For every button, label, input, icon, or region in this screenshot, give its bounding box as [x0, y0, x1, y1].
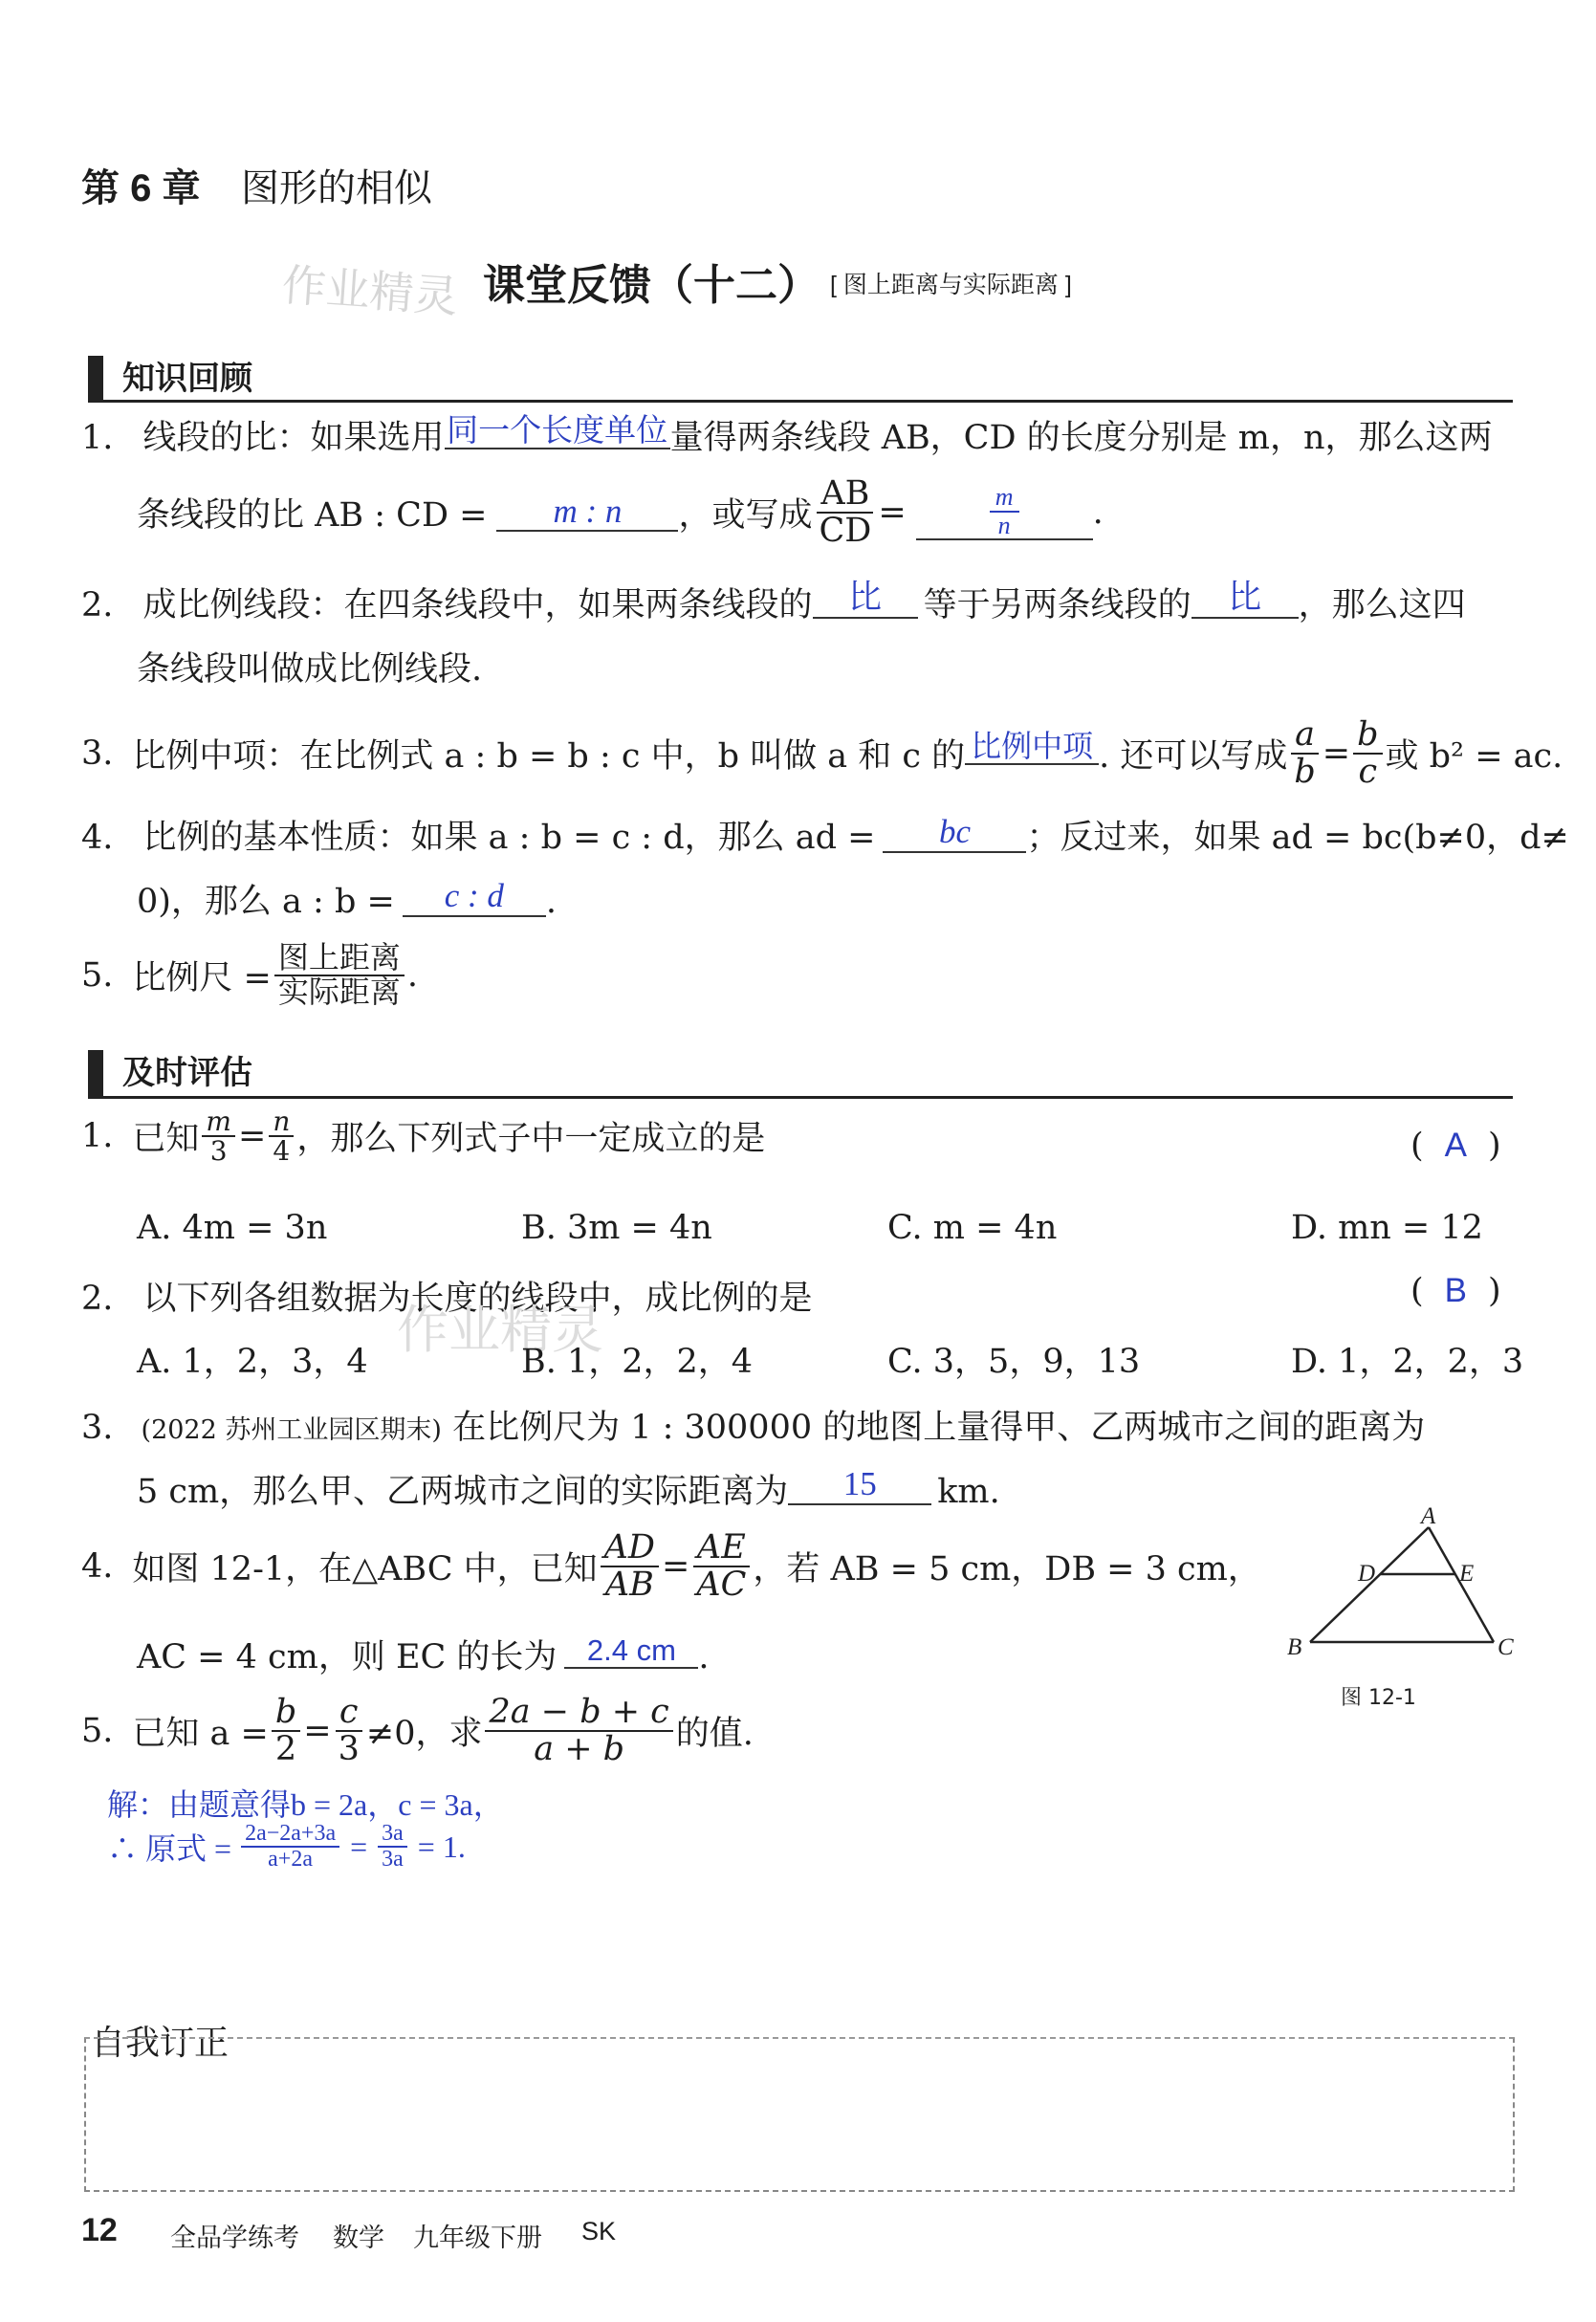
answer-blank: 2.4 cm [564, 1634, 698, 1669]
text: ，那么下列式子中一定成立的是 [296, 1120, 766, 1159]
question-number: 2. [81, 1280, 114, 1318]
question-number: 3. [81, 734, 114, 773]
text: 0)，那么 a : b = [137, 883, 395, 921]
answer-blank: m : n [496, 493, 678, 533]
fraction: $\frac{\text{图上距离}}{\text{实际距离}}$ [274, 942, 404, 1008]
text: ≠0，求 [365, 1714, 483, 1753]
answer-blank: 比 [1192, 580, 1299, 619]
footer-book: 全品学练考 [170, 2223, 299, 2252]
section-marker [88, 356, 103, 402]
answer-blank: 同一个长度单位 [445, 413, 670, 449]
watermark: 作业精灵 [397, 1302, 603, 1359]
text: 等于另两条线段的 [923, 586, 1192, 624]
text: 以下列各组数据为长度的线段中，成比例的是 [142, 1280, 813, 1318]
fraction: $\frac{c}{3}$ [335, 1695, 363, 1767]
fraction: $\frac{2a-2a+3a}{a+2a}$ [241, 1822, 339, 1872]
question-number: 1. [81, 419, 114, 457]
fraction: $\frac{m}{3}$ [202, 1107, 235, 1166]
knowledge-q4-line1 [81, 811, 1569, 859]
section-marker [88, 1050, 103, 1098]
text: AC = 4 cm，则 EC 的长为 [137, 1638, 558, 1676]
eval-q5: 5. 已知 a = $\frac{b}{2}$ = $\frac{c}{3}$ ≠0，求 $\frac{2a - b + c}{a + b}$ 的值. [81, 1693, 754, 1768]
section-divider [88, 400, 1513, 403]
text: 量得两条线段 AB，CD 的长度分别是 m，n，那么这两 [669, 419, 1493, 457]
watermark: 作业精灵 [280, 259, 460, 322]
solution-line2: ∴ 原式 = $\frac{2a-2a+3a}{a+2a}$ = $\frac{3a}{3a}$ = 1. [107, 1821, 466, 1873]
text: ，若 AB = 5 cm，DB = 3 cm， [753, 1549, 1261, 1588]
text: 如图 12-1，在△ABC 中，已知 [132, 1549, 598, 1588]
fraction: $\frac{AE}{AC}$ [692, 1530, 750, 1603]
section-divider [88, 1096, 1513, 1099]
text: 比例的基本性质：如果 a : b = c : d，那么 ad = [142, 819, 876, 857]
label-b: B [1287, 1634, 1302, 1660]
text: 5 cm，那么甲、乙两城市之间的实际距离为 [137, 1473, 789, 1511]
footer-subject: 数学 [333, 2223, 384, 2252]
label-d: D [1358, 1561, 1376, 1587]
answer-blank: 比例中项 [965, 730, 1099, 765]
fraction: $\frac{3a}{3a}$ [378, 1822, 407, 1872]
question-number: 3. [81, 1409, 114, 1447]
text: 比例中项：在比例式 a : b = b : c 中，b 叫做 a 和 c 的 [132, 736, 966, 776]
text: . [698, 1638, 710, 1676]
self-correct-box[interactable] [84, 2037, 1515, 2192]
text: = [878, 493, 907, 532]
text: ，那么这四 [1298, 586, 1466, 624]
section-heading-knowledge: 知识回顾 [122, 361, 252, 397]
lesson-title: 课堂反馈（十二） [483, 262, 820, 309]
triangle-figure [1281, 1506, 1520, 1712]
knowledge-q5 [81, 939, 419, 1010]
footer-edition: SK [581, 2217, 617, 2245]
fraction: $\frac{AD}{AB}$ [601, 1530, 659, 1603]
text: ；反过来，如果 ad = bc(b≠0，d≠ [1026, 819, 1569, 857]
text: . [406, 955, 419, 995]
option-a: A. 4m = 3n [137, 1209, 328, 1247]
knowledge-q4-line2 [137, 875, 557, 923]
text: ，或写成 [678, 495, 813, 535]
text: km. [937, 1473, 1000, 1511]
question-number: 5. [81, 1711, 114, 1750]
text: 比例尺 = [132, 958, 272, 997]
knowledge-q3: 3. 比例中项：在比例式 a : b = b : c 中，b 叫做 a 和 c 的 比例中项 . 还可以写成 $\frac{a}{b}$ = $\frac{b}{c}$ 或 b² = ac. [81, 715, 1563, 791]
knowledge-q2-line1 [81, 579, 1466, 626]
answer-blank: bc [883, 814, 1026, 853]
label-c: C [1498, 1634, 1514, 1660]
option-d: D. mn = 12 [1291, 1209, 1483, 1247]
option-a: A. 1，2，3，4 [137, 1343, 368, 1381]
eval-q4-line2 [137, 1631, 710, 1678]
eval-q3-line2 [137, 1465, 1000, 1513]
lesson-topic: [ 图上距离与实际距离 ] [830, 272, 1072, 298]
option-b: B. 3m = 4n [521, 1209, 712, 1247]
fraction: $\frac{AB}{CD}$ [815, 476, 875, 549]
source-tag: (2022 苏州工业园区期末) [141, 1415, 442, 1445]
question-number: 4. [81, 1546, 114, 1586]
text: . [545, 883, 557, 921]
eval-q1: 1. 已知 $\frac{m}{3}$ = $\frac{n}{4}$ ，那么下列式子中一定成立的是 [81, 1106, 766, 1168]
answer-blank: $\frac{m}{n}$ [916, 484, 1093, 540]
section-heading-evaluation: 及时评估 [122, 1055, 252, 1091]
text: 在比例尺为 1 : 300000 的地图上量得甲、乙两城市之间的距离为 [452, 1409, 1426, 1447]
answer-blank: 15 [788, 1466, 931, 1505]
text: 已知 a = [132, 1714, 269, 1753]
option-c: C. m = 4n [887, 1209, 1058, 1247]
footer-grade: 九年级下册 [413, 2223, 542, 2252]
question-number: 4. [81, 819, 114, 857]
fraction: $\frac{b}{c}$ [1353, 717, 1382, 790]
answer-paren: ( B ) [1410, 1272, 1501, 1310]
question-number: 2. [81, 586, 114, 624]
label-a: A [1421, 1506, 1436, 1529]
fraction: $\frac{n}{4}$ [269, 1107, 294, 1166]
chapter-title: 图形的相似 [241, 167, 432, 209]
knowledge-q1-line1 [81, 411, 1493, 459]
knowledge-q1-line2 [137, 476, 1104, 549]
label-e: E [1459, 1561, 1475, 1587]
text: 已知 [132, 1120, 200, 1159]
figure-caption: 图 12-1 [1341, 1686, 1416, 1710]
answer-blank: c : d [403, 878, 546, 917]
text: 的值. [675, 1714, 754, 1753]
chapter-label: 第 6 章 [81, 167, 201, 209]
text: . 还可以写成 [1099, 736, 1288, 776]
answer-blank: 比 [813, 580, 918, 619]
solution-line1: 解：由题意得b = 2a，c = 3a， [107, 1787, 504, 1822]
text: 或 b² = ac. [1385, 736, 1563, 776]
text: 线段的比：如果选用 [142, 419, 445, 457]
eval-q3-line1 [81, 1401, 1425, 1449]
knowledge-q2-line2: 条线段叫做成比例线段. [137, 650, 483, 689]
option-b: B. 1，2，2，4 [521, 1343, 754, 1381]
text: 成比例线段：在四条线段中，如果两条线段的 [142, 586, 813, 624]
question-number: 1. [81, 1117, 114, 1156]
question-number: 5. [81, 955, 114, 995]
text: . [1092, 493, 1104, 532]
option-c: C. 3，5，9，13 [887, 1343, 1141, 1381]
eval-q4-line1: 4. 如图 12-1，在△ABC 中，已知 $\frac{AD}{AB}$ = $\frac{AE}{AC}$ ，若 AB = 5 cm，DB = 3 cm， [81, 1528, 1261, 1604]
answer-paren: ( A ) [1410, 1127, 1501, 1165]
fraction: $\frac{b}{2}$ [272, 1695, 300, 1767]
fraction: $\frac{a}{b}$ [1290, 717, 1319, 790]
text: 条线段的比 AB : CD = [137, 495, 488, 535]
fraction: $\frac{2a - b + c}{a + b}$ [485, 1695, 672, 1767]
page-number: 12 [81, 2212, 118, 2248]
option-d: D. 1，2，2，3 [1291, 1343, 1524, 1381]
self-correct-heading: 自我订正 [91, 2023, 230, 2062]
